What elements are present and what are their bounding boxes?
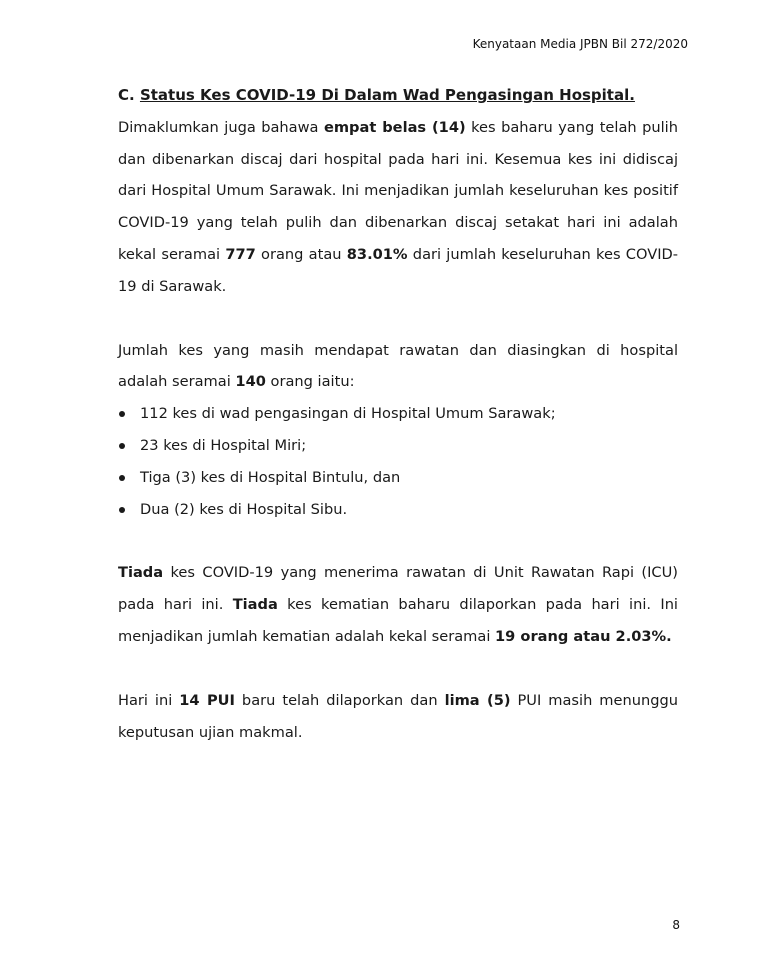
list-item [118, 494, 678, 526]
bold-run: lima (5) [444, 691, 511, 709]
section-heading [118, 80, 678, 112]
paragraph-icu-and-deaths [118, 557, 678, 652]
bullet-icon [119, 411, 125, 417]
bold-run: Tiada [118, 564, 164, 582]
text-run: Hari ini [118, 691, 180, 709]
text-run: dari jumlah keseluruhan kes COVID-19 di Sarawak. [118, 245, 678, 295]
section-title: Status Kes COVID-19 Di Dalam Wad Pengasingan Hospital. [139, 86, 635, 104]
text-run: orang atau [255, 245, 347, 263]
bullet-icon [119, 507, 125, 513]
bold-run: 777 [225, 245, 256, 263]
paragraph-pui [118, 685, 678, 749]
media-statement-reference: Kenyataan Media JPBN Bil 272/2020 [472, 37, 688, 51]
list-item-text: 23 kes di Hospital Miri; [140, 436, 307, 454]
paragraph-spacer [118, 303, 678, 335]
bold-run: 140 [235, 373, 266, 391]
bold-run: Tiada [232, 596, 278, 614]
paragraph-discharged-cases [118, 112, 678, 303]
list-item [118, 398, 678, 430]
section-letter: C. [118, 86, 135, 104]
text-run: kes COVID-19 yang menerima rawatan di Unit Rawatan Rapi (ICU) pada hari ini. [118, 564, 678, 614]
list-item [118, 430, 678, 462]
bullet-icon [119, 475, 125, 481]
text-run: orang iaitu: [265, 373, 355, 391]
text-run: kes kematian baharu dilaporkan pada hari ini. Ini menjadikan jumlah kematian adalah kekal seramai [118, 596, 678, 645]
paragraph-hospitalised-cases [118, 335, 678, 399]
text-run: kes baharu yang telah pulih dan dibenarkan discaj dari hospital pada hari ini. Kesemua kes ini didiscaj dari Hospital Umum Sarawak. Ini menjadikan jumlah keseluruhan kes positif COVID-19 yang telah pulih dan dibenarkan discaj setakat hari ini adalah kekal seramai [118, 118, 678, 263]
page-number: 8 [672, 918, 680, 932]
text-run: baru telah dilaporkan dan [234, 691, 445, 709]
paragraph-spacer [118, 525, 678, 557]
bold-run: empat belas (14) [323, 118, 466, 136]
hospital-breakdown-list [118, 398, 678, 525]
document-body [118, 80, 678, 748]
list-item-text: Tiga (3) kes di Hospital Bintulu, dan [140, 468, 401, 486]
text-run: Jumlah kes yang masih mendapat rawatan dan diasingkan di hospital adalah seramai [118, 341, 678, 391]
text-run: Dimaklumkan juga bahawa [118, 118, 324, 136]
list-item-text: Dua (2) kes di Hospital Sibu. [140, 500, 348, 518]
paragraph-spacer [118, 653, 678, 685]
bold-run: 19 orang atau 2.03%. [495, 627, 672, 645]
bold-run: 83.01% [346, 245, 408, 263]
text-run: PUI masih menunggu keputusan ujian makmal. [118, 691, 679, 741]
list-item [118, 462, 678, 494]
bullet-icon [119, 443, 125, 449]
bold-run: 14 PUI [179, 691, 235, 709]
list-item-text: 112 kes di wad pengasingan di Hospital Umum Sarawak; [140, 405, 556, 423]
